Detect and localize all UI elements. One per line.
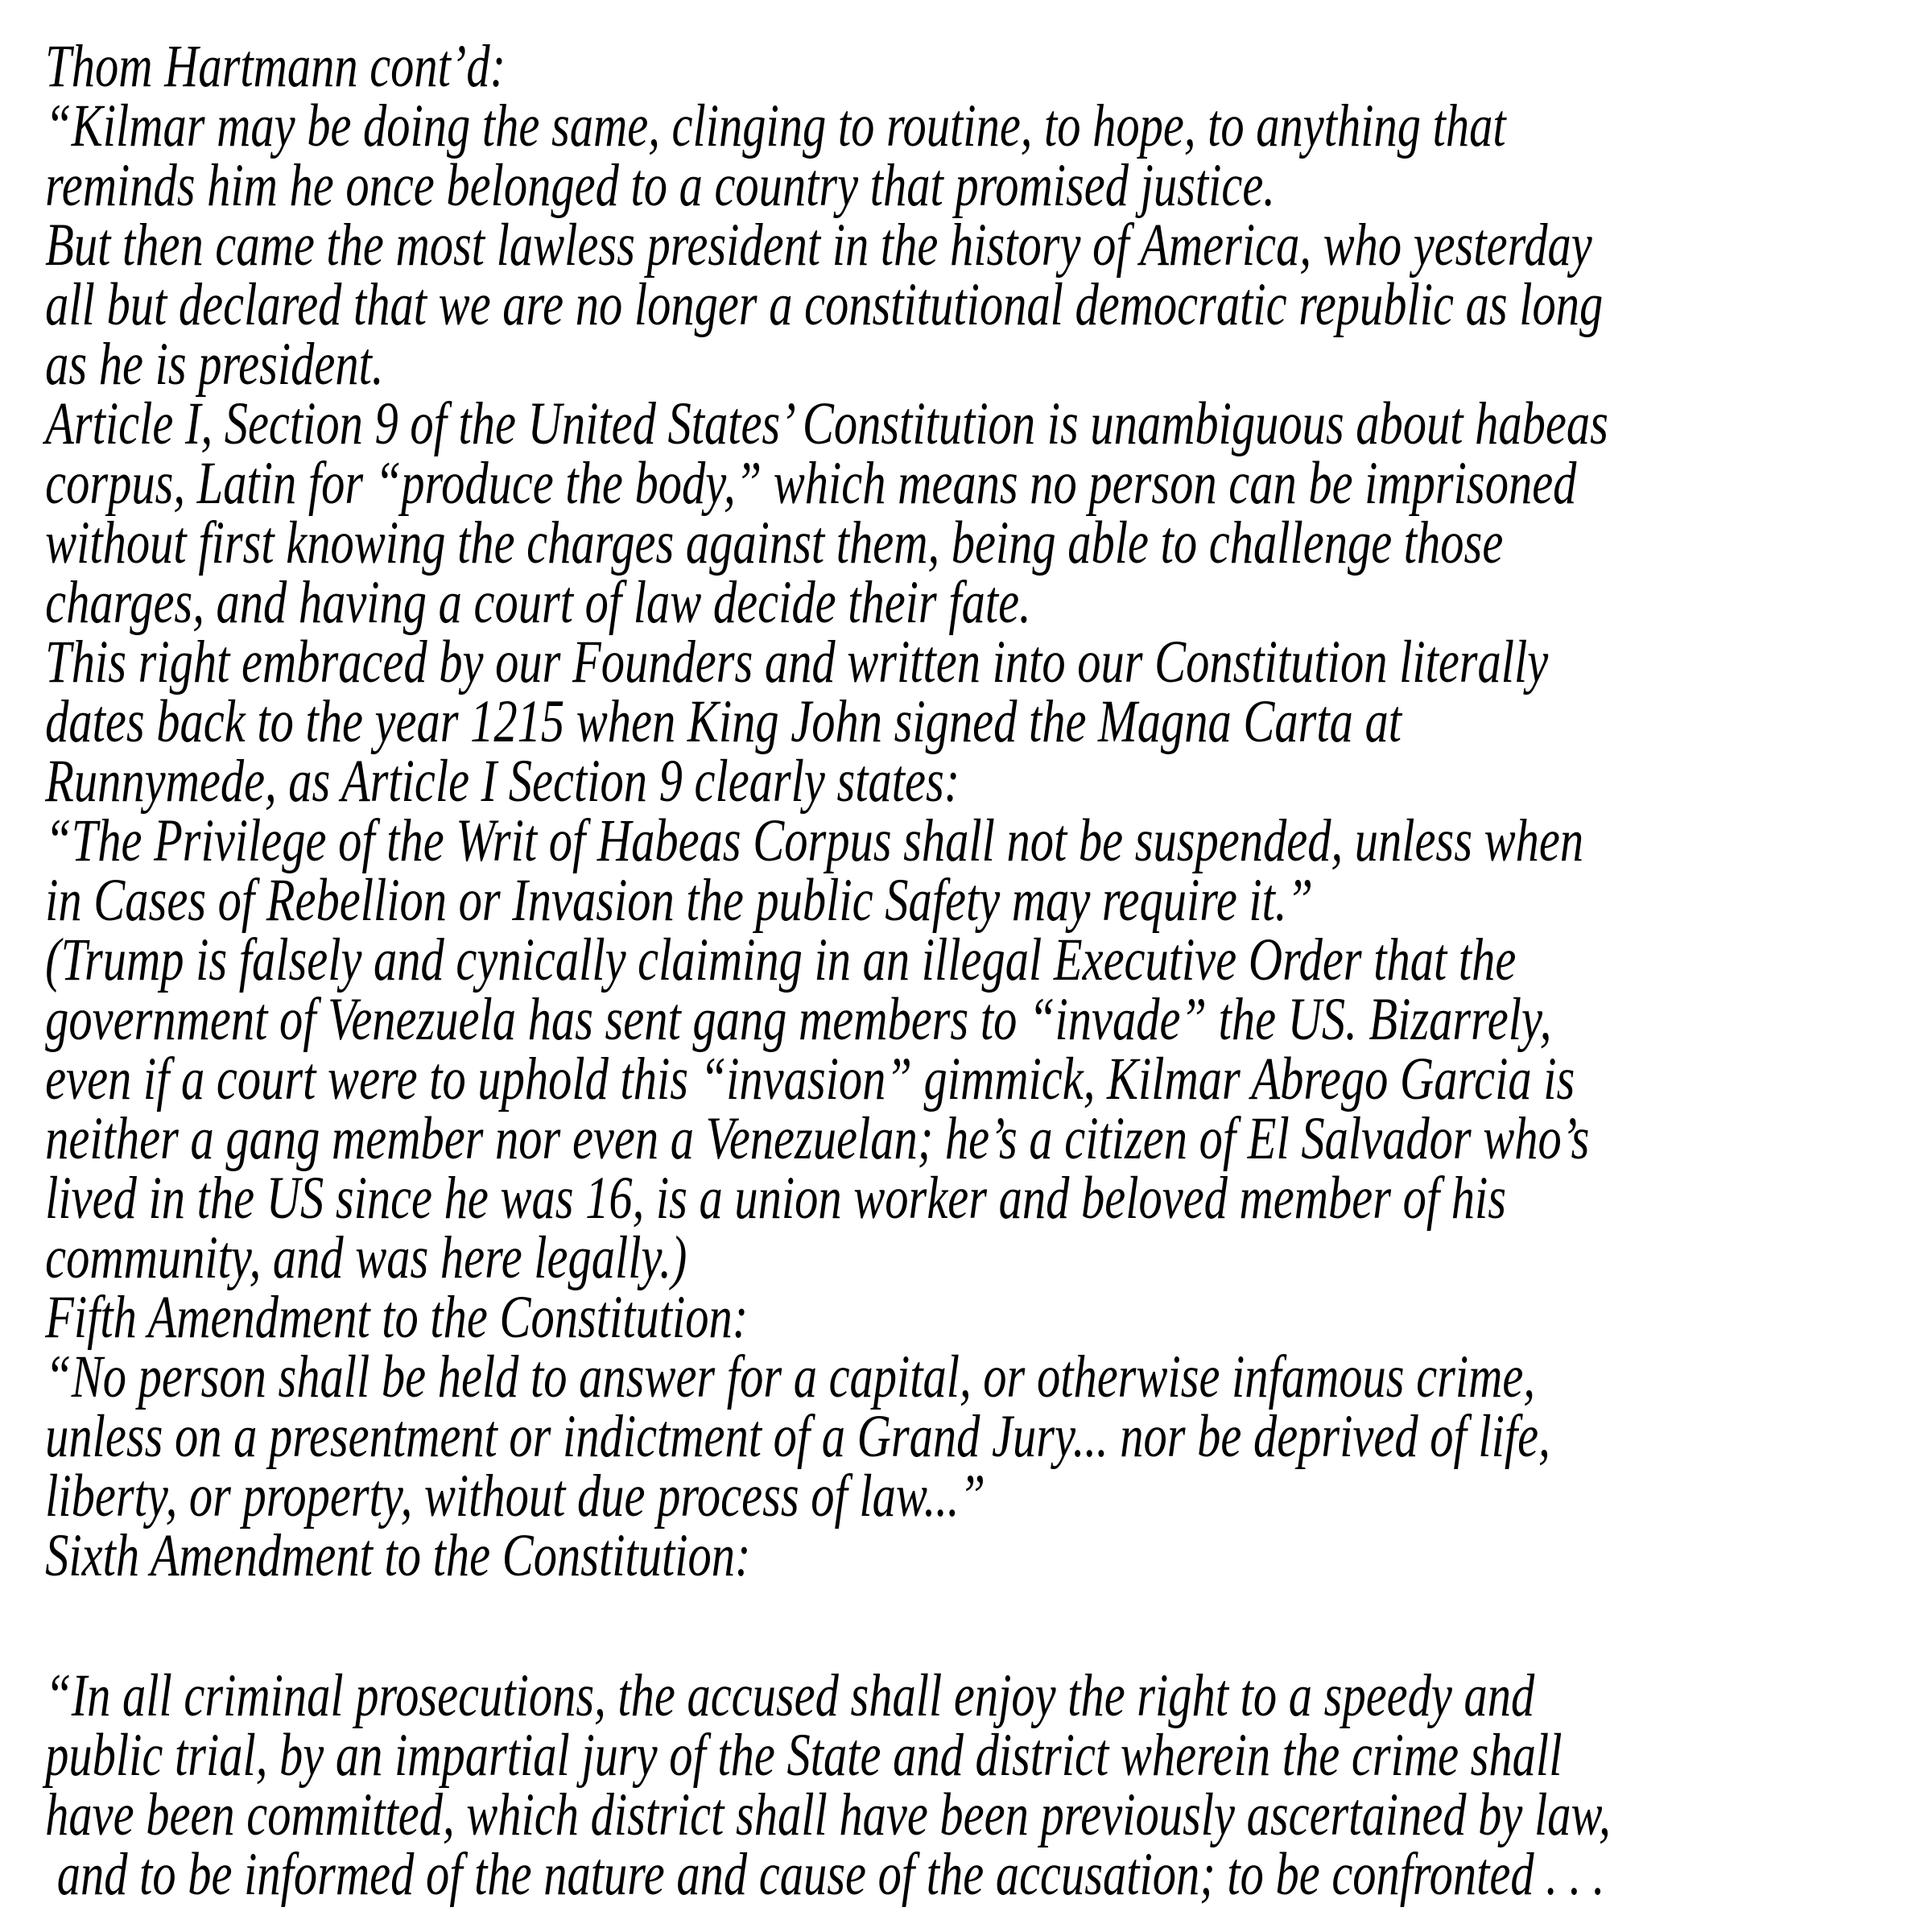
text-line: This right embraced by our Founders and written into our Constitution literally — [45, 629, 1549, 696]
text-line: charges, and having a court of law decide their fate. — [45, 569, 1031, 636]
text-line: Sixth Amendment to the Constitution: — [45, 1522, 751, 1589]
text-line: “In all criminal prosecutions, the accused shall enjoy the right to a speedy and — [45, 1662, 1535, 1729]
text-line: as he is president. — [45, 331, 384, 398]
text-line: without first knowing the charges against them, being able to challenge those — [45, 510, 1504, 576]
text-line: government of Venezuela has sent gang members to “invade” the US. Bizarrely, — [45, 986, 1552, 1053]
text-line: (Trump is falsely and cynically claiming in an illegal Executive Order that the — [45, 927, 1517, 993]
text-line: “No person shall be held to answer for a capital, or otherwise infamous crime, — [45, 1344, 1536, 1410]
text-line: even if a court were to uphold this “invasion” gimmick, Kilmar Abrego Garcia is — [45, 1046, 1575, 1113]
text-line: lived in the US since he was 16, is a union worker and beloved member of his — [45, 1165, 1507, 1232]
text-line: reminds him he once belonged to a country that promised justice. — [45, 152, 1275, 219]
text-line: all but declared that we are no longer a constitutional democratic republic as long — [45, 271, 1604, 338]
text-line: have been committed, which district shall have been previously ascertained by law, — [45, 1781, 1611, 1848]
text-line: Runnymede, as Article I Section 9 clearly states: — [45, 748, 960, 815]
text-line: neither a gang member nor even a Venezuelan; he’s a citizen of El Salvador who’s — [45, 1105, 1590, 1172]
text-line: public trial, by an impartial jury of the State and district wherein the crime shall — [45, 1722, 1563, 1789]
text-line: community, and was here legally.) — [45, 1224, 687, 1291]
text-line: But then came the most lawless president in the history of America, who yesterday — [45, 212, 1592, 279]
text-line: Fifth Amendment to the Constitution: — [45, 1284, 749, 1351]
text-line: unless on a presentment or indictment of a Grand Jury... nor be deprived of life, — [45, 1403, 1550, 1470]
text-line: Article I, Section 9 of the United States’ Constitution is unambiguous about habeas — [45, 390, 1608, 457]
text-line: corpus, Latin for “produce the body,” which means no person can be imprisoned — [45, 450, 1577, 517]
text-line: dates back to the year 1215 when King John signed the Magna Carta at — [45, 688, 1402, 755]
paragraph-gap — [45, 1586, 1932, 1666]
text-line: “The Privilege of the Writ of Habeas Corpus shall not be suspended, unless when — [45, 807, 1584, 874]
text-line: “Kilmar may be doing the same, clinging to routine, to hope, to anything that — [45, 93, 1506, 159]
text-line: and to be informed of the nature and cause of the accusation; to be confronted . . . — [45, 1841, 1605, 1908]
text-line: in Cases of Rebellion or Invasion the public Safety may require it.” — [45, 867, 1314, 934]
text-line: liberty, or property, without due process of law...” — [45, 1463, 985, 1530]
text-line: Thom Hartmann cont’d: — [45, 33, 506, 100]
